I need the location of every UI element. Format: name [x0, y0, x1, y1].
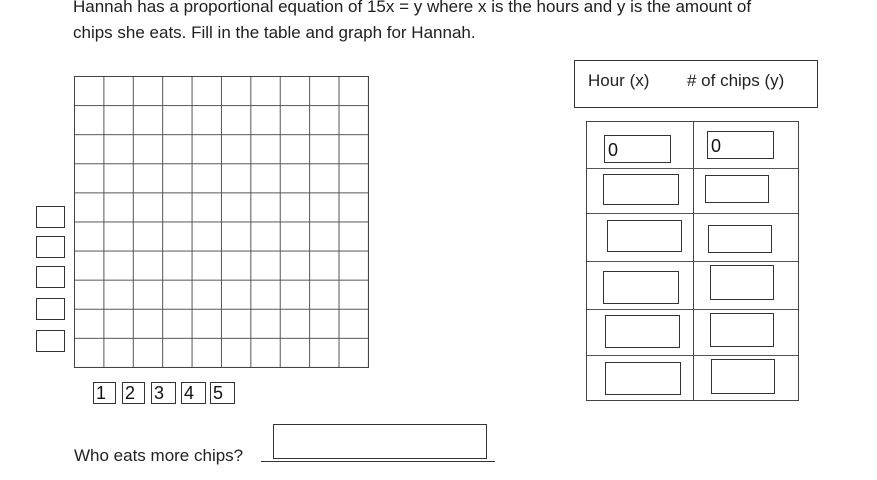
y-axis-label-input-2[interactable]: [36, 236, 65, 258]
coordinate-grid[interactable]: [74, 76, 369, 368]
chips-input-row-4[interactable]: [710, 265, 774, 300]
x-axis-label-3: 3: [151, 382, 176, 404]
x-axis-label-5: 5: [210, 382, 235, 404]
prompt-text: [73, 0, 833, 46]
table-header: [574, 60, 818, 108]
header-chips-y: # of chips (y): [687, 71, 785, 90]
table-row-divider: [587, 213, 798, 214]
answer-underline: [261, 461, 495, 462]
chips-input-row-2[interactable]: [705, 175, 769, 203]
chips-input-row-3[interactable]: [708, 225, 772, 253]
header-hour-x: Hour (x): [588, 71, 650, 90]
y-axis-label-input-3[interactable]: [36, 266, 65, 288]
chips-input-row-6[interactable]: [711, 359, 775, 394]
hour-input-row-1[interactable]: 0: [604, 135, 671, 163]
x-axis-label-4: 4: [181, 382, 206, 404]
hour-input-row-3[interactable]: [607, 220, 682, 252]
question-label: Who eats more chips?: [74, 446, 244, 465]
x-axis-label-2: 2: [122, 382, 145, 404]
hour-input-row-5[interactable]: [605, 315, 680, 348]
prompt-line-2: chips she eats. Fill in the table and graph for Hannah.: [73, 23, 476, 42]
table-row-divider: [587, 355, 798, 356]
prompt-line-1: Hannah has a proportional equation of 15x = y where x is the hours and y is the amount of: [73, 0, 752, 16]
chips-input-row-1[interactable]: 0: [707, 131, 774, 159]
hour-input-row-4[interactable]: [603, 271, 679, 304]
x-axis-label-1: 1: [93, 382, 116, 404]
table-row-divider: [587, 168, 798, 169]
hour-input-row-6[interactable]: [605, 362, 681, 395]
table-row-divider: [587, 261, 798, 262]
answer-input[interactable]: [273, 424, 487, 459]
y-axis-label-input-1[interactable]: [36, 206, 65, 228]
y-axis-label-input-4[interactable]: [36, 298, 65, 320]
table-row-divider: [587, 309, 798, 310]
y-axis-label-input-5[interactable]: [36, 330, 65, 352]
chips-input-row-5[interactable]: [710, 313, 774, 347]
hour-input-row-2[interactable]: [603, 174, 679, 205]
